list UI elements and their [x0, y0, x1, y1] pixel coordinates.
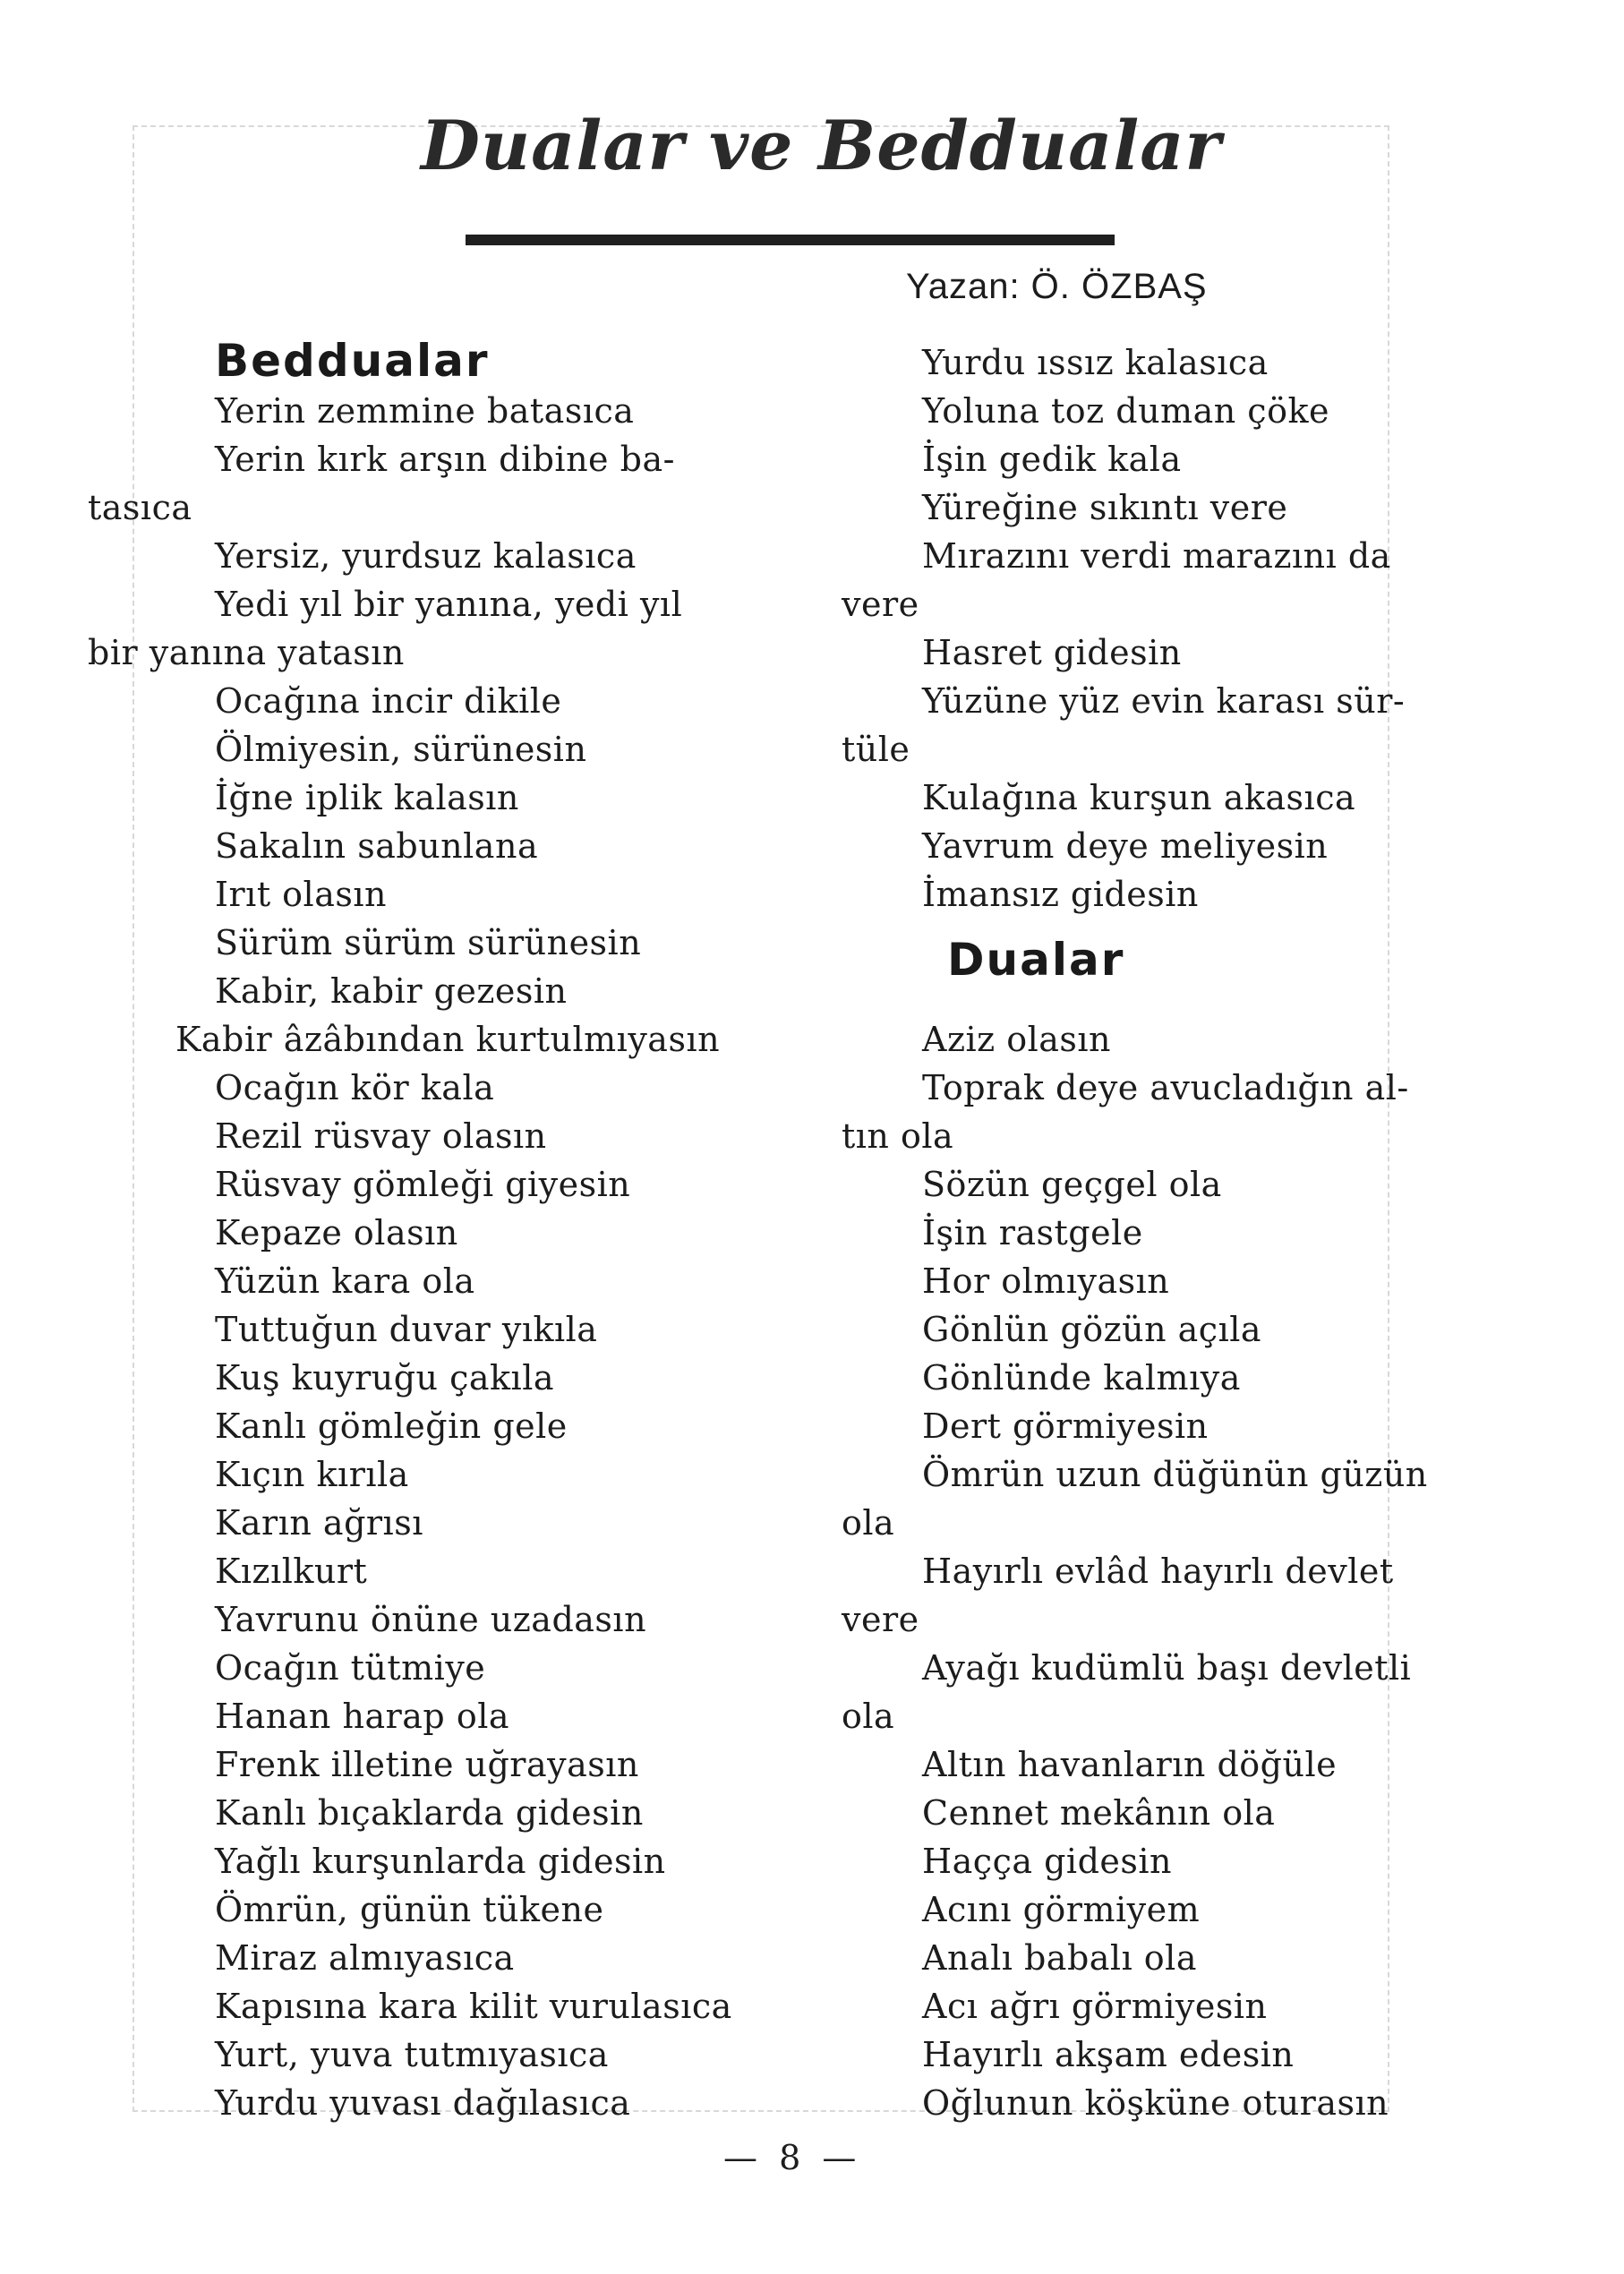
beddua-line: Yurdu yuvası dağılasıca [215, 2083, 631, 2123]
beddua-line: Rüsvay gömleği giyesin [215, 1165, 631, 1204]
beddua-line: Kanlı bıçaklarda gidesin [215, 1793, 644, 1833]
dua-line: Hasret gidesin [922, 633, 1182, 672]
dua-line: Haçça gidesin [922, 1842, 1173, 1881]
beddua-line: bir yanına yatasın [88, 633, 405, 672]
beddua-line: Sakalın sabunlana [215, 826, 539, 866]
beddua-line: Ocağına incir dikile [215, 681, 562, 721]
beddua-line: İğne iplik kalasın [215, 778, 519, 817]
dua-line: Gönlün gözün açıla [922, 1310, 1262, 1349]
beddua-line: Karın ağrısı [215, 1503, 423, 1543]
dua-line: vere [842, 1600, 919, 1639]
beddua-line: Yerin kırk arşın dibine ba- [215, 440, 675, 479]
section-heading-beddualar: Beddualar [215, 335, 490, 387]
beddua-line: Yerin zemmine batasıca [215, 391, 635, 431]
beddua-line: Ocağın kör kala [215, 1068, 495, 1107]
dua-line: Yavrum deye meliyesin [922, 826, 1329, 866]
dua-line: Analı babalı ola [922, 1938, 1197, 1978]
beddua-line: Yedi yıl bir yanına, yedi yıl [215, 585, 683, 624]
dua-line: Yurdu ıssız kalasıca [922, 343, 1269, 382]
dua-line: Cennet mekânın ola [922, 1793, 1276, 1833]
dua-line: Ayağı kudümlü başı devletli [922, 1648, 1412, 1688]
beddua-line: Yüzün kara ola [215, 1261, 475, 1301]
dua-line: Toprak deye avucladığın al- [922, 1068, 1409, 1107]
dua-line: Dert görmiyesin [922, 1406, 1209, 1446]
dua-line: Ömrün uzun düğünün güzün [922, 1455, 1428, 1494]
beddua-line: Hanan harap ola [215, 1697, 510, 1736]
dua-line: Acı ağrı görmiyesin [922, 1987, 1268, 2026]
beddua-line: Ömrün, günün tükene [215, 1890, 604, 1929]
beddua-line: Sürüm sürüm sürünesin [215, 923, 642, 962]
dua-line: Hayırlı akşam edesin [922, 2035, 1295, 2074]
dua-line: Altın havanların döğüle [922, 1745, 1338, 1784]
beddua-line: Kabir âzâbından kurtulmıyasın [175, 1020, 721, 1059]
page-number: — 8 — [723, 2138, 862, 2177]
beddua-line: Tuttuğun duvar yıkıla [215, 1310, 598, 1349]
beddua-line: Irıt olasın [215, 875, 387, 914]
dua-line: İşin gedik kala [922, 440, 1182, 479]
beddua-line: Kıçın kırıla [215, 1455, 409, 1494]
dua-line: Aziz olasın [922, 1020, 1112, 1059]
dua-line: ola [842, 1503, 895, 1543]
dua-line: ola [842, 1697, 895, 1736]
beddua-line: Yurt, yuva tutmıyasıca [215, 2035, 609, 2074]
dua-line: tın ola [842, 1116, 954, 1156]
beddua-line: Yersiz, yurdsuz kalasıca [215, 536, 637, 576]
beddua-line: Ocağın tütmiye [215, 1648, 486, 1688]
beddua-line: Miraz almıyasıca [215, 1938, 515, 1978]
beddua-line: Kapısına kara kilit vurulasıca [215, 1987, 732, 2026]
beddua-line: Yağlı kurşunlarda gidesin [215, 1842, 666, 1881]
dua-line: Mırazını verdi marazını da [922, 536, 1391, 576]
dua-line: Kulağına kurşun akasıca [922, 778, 1356, 817]
page-title: Dualar ve Beddualar [421, 106, 1222, 185]
dua-line: Hayırlı evlâd hayırlı devlet [922, 1552, 1394, 1591]
beddua-line: Kuş kuyruğu çakıla [215, 1358, 555, 1398]
beddua-line: Rezil rüsvay olasın [215, 1116, 547, 1156]
beddua-line: Kabir, kabir gezesin [215, 971, 568, 1011]
beddua-line: Yavrunu önüne uzadasın [215, 1600, 647, 1639]
dua-line: Yoluna toz duman çöke [922, 391, 1329, 431]
dua-line: Gönlünde kalmıya [922, 1358, 1241, 1398]
beddua-line: Kızılkurt [215, 1552, 368, 1591]
dua-line: tüle [842, 730, 910, 769]
beddua-line: Ölmiyesin, sürünesin [215, 730, 587, 769]
beddua-line: Kanlı gömleğin gele [215, 1406, 568, 1446]
dua-line: Yüreğine sıkıntı vere [922, 488, 1288, 527]
dua-line: Yüzüne yüz evin karası sür- [922, 681, 1406, 721]
section-heading-dualar: Dualar [947, 934, 1125, 986]
beddua-line: Kepaze olasın [215, 1213, 458, 1252]
dua-line: Acını görmiyem [922, 1890, 1201, 1929]
dua-line: Hor olmıyasın [922, 1261, 1170, 1301]
dua-line: Sözün geçgel ola [922, 1165, 1222, 1204]
dua-line: İşin rastgele [922, 1213, 1143, 1252]
beddua-line: Frenk illetine uğrayasın [215, 1745, 639, 1784]
author-byline: Yazan: Ö. ÖZBAŞ [906, 267, 1208, 306]
dua-line: vere [842, 585, 919, 624]
title-underline [466, 235, 1115, 245]
dua-line: Oğlunun köşküne oturasın [922, 2083, 1389, 2123]
dua-line: İmansız gidesin [922, 875, 1199, 914]
beddua-line: tasıca [88, 488, 192, 527]
